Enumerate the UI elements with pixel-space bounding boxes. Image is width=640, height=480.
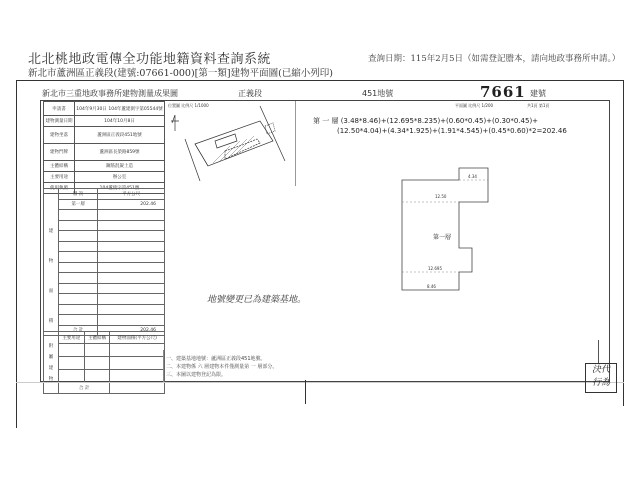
office-title: 新北市三重地政事務所建物測量成果圖 <box>42 89 178 98</box>
divider <box>163 350 164 382</box>
frame-edge <box>16 378 17 428</box>
building-number-suffix: 建號 <box>530 89 546 98</box>
section-name: 正義段 <box>238 89 262 98</box>
north-arrow-icon <box>171 115 179 131</box>
system-title: 北北桃地政電傳全功能地籍資料查詢系統 <box>28 52 272 67</box>
table-row: 主要用途 辦公室 <box>44 172 165 183</box>
site-plan-scale: 位置圖 比例尺 1/1000 <box>168 103 209 108</box>
site-plan <box>165 101 296 186</box>
site-plan-drawing <box>165 101 295 186</box>
area-side-label: 建 物 面 積 <box>44 189 59 336</box>
handwritten-note: 地號變更已為建築基地。 <box>207 295 307 305</box>
table-row: 建物測量日期 104年10月8日 <box>44 116 165 127</box>
building-number: 7661 <box>480 83 526 101</box>
building-info-table <box>43 101 165 194</box>
query-date: 查詢日期：115年2月5日（如需登記謄本，請向地政事務所申請。） <box>368 54 621 64</box>
table-row: 建物坐落 蘆洲區正義段451地號 <box>44 127 165 144</box>
divider <box>598 340 599 364</box>
divider <box>16 382 624 383</box>
building-area-table: 建 物 面 積 層 次 平方公尺 第一層 202.46 合 計 202.46 <box>43 188 165 336</box>
divider <box>305 380 306 404</box>
table-row: 建物門牌 蘆洲區長榮路859號 <box>44 144 165 161</box>
page-info: 共1頁 第1頁 <box>527 103 550 108</box>
table-row: 申請書 104年9月30日 104年蘆建測字第05544號 <box>44 102 165 116</box>
svg-text:12.50: 12.50 <box>435 194 447 199</box>
svg-text:8.46: 8.46 <box>427 284 436 289</box>
floor-plan <box>380 160 510 304</box>
table-row: 第一層 202.46 <box>44 199 165 210</box>
table-row: 使用執照 104蘆使字第451號 <box>44 183 165 194</box>
remarks: 一、建築基地地號：蘆洲區正義段451地號。 二、本建物係 六 層建物本件僅測量第 一 層部分。 三、本圖以建物登記為限。 <box>166 356 278 378</box>
formula-floor: 第 一 層 <box>313 117 339 125</box>
official-stamp: 決代 行為 <box>585 363 617 393</box>
attached-building-table: 附 屬 建 物 主要用途 主體結構 建物面積(平方公尺) 合 計 <box>43 331 165 394</box>
floor-label: 第一層 <box>433 234 452 241</box>
land-number: 451地號 <box>362 89 394 98</box>
table-row: 主體結構 鋼筋混凝土造 <box>44 161 165 172</box>
svg-text:4.34: 4.34 <box>468 174 477 179</box>
floor-plan-drawing <box>380 160 510 300</box>
plan-scale: 平面圖 比例尺 1/200 <box>455 103 494 108</box>
svg-text:12.695: 12.695 <box>428 266 442 271</box>
area-formula: 第 一 層 (3.48*8.46)+(12.695*8.235)+(0.60*0.45)+(0.30*0.45)+ (12.50*4.04)+(4.34*1.925)+(1.91*4.545)+(0.45*0.60)*2=202.46 <box>313 117 567 135</box>
attached-side-label: 附 屬 建 物 <box>44 332 59 394</box>
table-row: 合 計 202.46 <box>44 325 165 336</box>
document-subtitle: 新北市蘆洲區正義段(建號:07661-000)[第一類]建物平面圖(已縮小列印) <box>28 68 334 79</box>
